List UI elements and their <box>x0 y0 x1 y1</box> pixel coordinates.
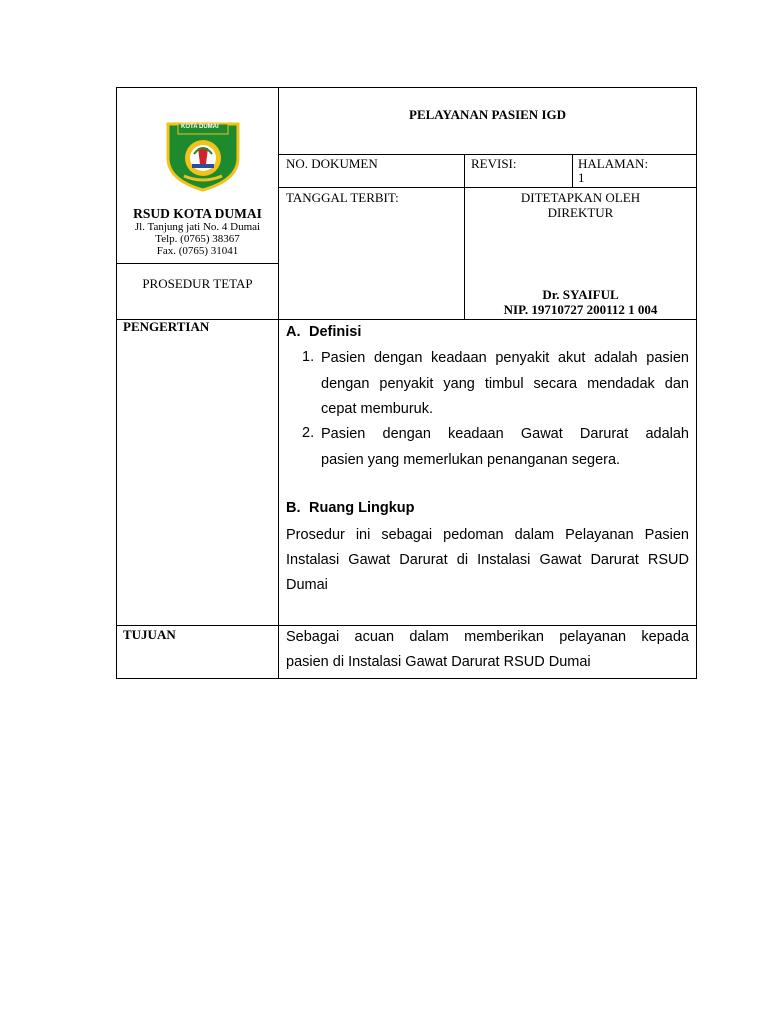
item-1-number: 1. <box>302 349 315 365</box>
table-border-bottom <box>116 678 697 679</box>
tujuan-line-1: Sebagai acuan dalam memberikan pelayanan kepada <box>286 629 689 645</box>
institution-fax: Fax. (0765) 31041 <box>156 245 239 257</box>
page-title: PELAYANAN PASIEN IGD <box>409 107 566 122</box>
table-border-right <box>696 87 697 679</box>
column-divider <box>278 87 279 679</box>
ditetapkan-line-1: DITETAPKAN OLEH <box>520 190 641 205</box>
halaman-value: 1 <box>578 170 585 185</box>
revisi-divider <box>464 154 465 188</box>
table-border-left <box>116 87 117 679</box>
header-divider-doc <box>278 187 697 188</box>
tanggal-terbit-label: TANGGAL TERBIT: <box>286 190 399 205</box>
tujuan-divider <box>116 625 697 626</box>
item-1-line-2: dengan penyakit yang timbul secara mendadak dan <box>321 376 689 392</box>
section-a-title: Definisi <box>309 324 362 340</box>
left-info-divider <box>116 263 279 264</box>
table-border-top <box>116 87 697 88</box>
item-2-line-1: Pasien dengan keadaan Gawat Darurat adalah <box>321 426 689 442</box>
institution-name: RSUD KOTA DUMAI <box>133 206 262 221</box>
scope-line-2: Instalasi Gawat Darurat di Instalasi Gawat Darurat RSUD <box>286 552 689 568</box>
ditetapkan-line-2: DIREKTUR <box>547 205 614 220</box>
scope-line-3: Dumai <box>286 577 328 593</box>
institution-address: Jl. Tanjung jati No. 4 Dumai <box>134 221 261 233</box>
item-1-line-3: cepat memburuk. <box>321 401 434 417</box>
header-divider-title <box>278 154 697 155</box>
pengertian-label: PENGERTIAN <box>123 319 210 334</box>
item-1-line-1: Pasien dengan keadaan penyakit akut adalah pasien <box>321 350 689 366</box>
item-2-number: 2. <box>302 425 315 441</box>
doc-type: PROSEDUR TETAP <box>142 276 253 291</box>
revisi-label: REVISI: <box>471 156 517 171</box>
institution-phone: Telp. (0765) 38367 <box>155 233 240 245</box>
scope-line-1: Prosedur ini sebagai pedoman dalam Pelayanan Pasien <box>286 527 689 543</box>
no-dokumen-label: NO. DOKUMEN <box>286 156 378 171</box>
logo-text: KOTA DUMAI <box>181 124 219 130</box>
section-a-letter: A. <box>286 324 301 340</box>
signer-name: Dr. SYAIFUL <box>542 287 619 302</box>
item-2-line-2: pasien yang memerlukan penanganan segera. <box>321 452 621 468</box>
halaman-divider <box>572 154 573 188</box>
tujuan-label: TUJUAN <box>123 627 176 642</box>
tujuan-line-2: pasien di Instalasi Gawat Darurat RSUD Dumai <box>286 654 591 670</box>
signer-nip: NIP. 19710727 200112 1 004 <box>503 302 658 317</box>
halaman-label: HALAMAN: <box>578 156 649 171</box>
section-b-letter: B. <box>286 500 301 516</box>
section-b-title: Ruang Lingkup <box>309 500 415 516</box>
